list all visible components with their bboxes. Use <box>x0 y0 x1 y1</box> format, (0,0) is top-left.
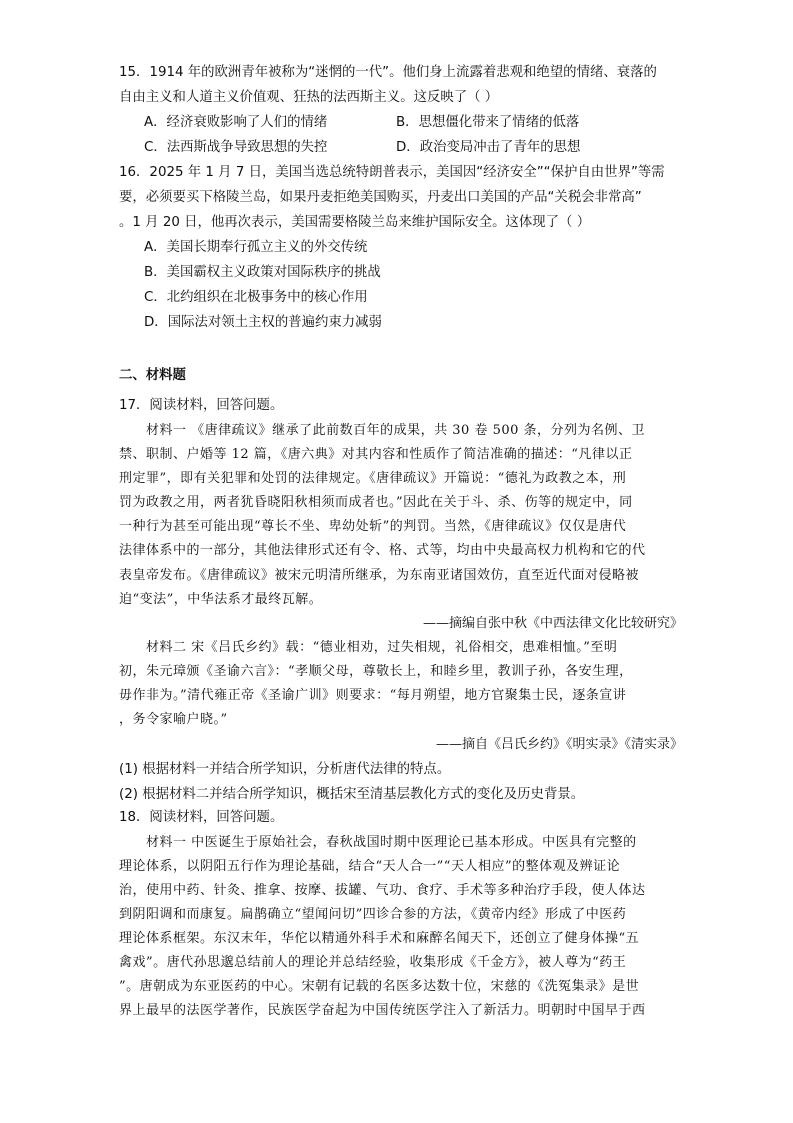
q17-material2-line: ，务令家喻户晓。” <box>119 712 228 727</box>
q17-material1-line: 刑定罪”，即有关犯罪和处罚的法律规定。《唐律疏议》开篇说：“德礼为政教之本，刑 <box>119 471 627 486</box>
q17-material1-line: 迫“变法”，中华法系才最终瓦解。 <box>119 592 323 607</box>
q16-option-a: A．美国长期奉行孤立主义的外交传统 <box>144 240 368 255</box>
q17-material2-line: 毋作非为。”清代雍正帝《圣谕广训》则要求：“每月朔望，地方官聚集士民，逐条宣讲 <box>119 688 627 703</box>
q18-material1-line: 治，使用中药、针灸、推拿、按摩、拔罐、气功、食疗、手术等多种治疗手段，使人体达 <box>119 883 646 898</box>
q18-material1-line: 界上最早的法医学著作，民族医学奋起为中国传统医学注入了新活力。明朝时中国早于西 <box>119 1003 646 1018</box>
q17-subquestion-1: (1) 根据材料一并结合所学知识，分析唐代法律的特点。 <box>119 762 451 777</box>
q16-line-3: 。1 月 20 日，他再次表示，美国需要格陵兰岛来维护国际安全。这体现了（ ） <box>119 215 591 230</box>
q16-option-c: C．北约组织在北极事务中的核心作用 <box>144 290 368 305</box>
q17-material1-line: 材料一 《唐律疏议》继承了此前数百年的成果，共 30 卷 500 条，分列为名例、卫 <box>146 423 646 438</box>
q16-option-b: B．美国霸权主义政策对国际秩序的挑战 <box>144 265 381 280</box>
q17-material2-line: 初，朱元璋颁《圣谕六言》：“孝顺父母，尊敬长上，和睦乡里，教训子孙，各安生理， <box>119 664 633 679</box>
q18-stem: 18．阅读材料，回答问题。 <box>119 810 284 825</box>
q15-option-a: A．经济衰败影响了人们的情绪 <box>144 115 328 130</box>
q18-material1-line: 禽戏”。唐代孙思邈总结前人的理论并总结经验，收集形成《千金方》，被人尊为“药王 <box>119 955 627 970</box>
q17-material1-line: 表皇帝发布。《唐律疏议》被宋元明清所继承，为东南亚诸国效仿，直至近代面对侵略被 <box>119 568 640 583</box>
q17-material1-line: 罚为政教之用，两者犹昏晓阳秋相须而成者也。”因此在关于斗、杀、伤等的规定中，同 <box>119 495 633 510</box>
q18-material1-line: 到阴阳调和而康复。扁鹊确立“望闻问切”四诊合参的方法，《黄帝内经》形成了中医药 <box>119 907 627 922</box>
q18-material1-line: 理论体系框架。东汉末年，华佗以精通外科手术和麻醉名闻天下，还创立了健身体操“五 <box>119 931 640 946</box>
q17-stem: 17．阅读材料，回答问题。 <box>119 398 284 413</box>
q17-material1-line: 禁、职制、户婚等 12 篇，《唐六典》对其内容和性质作了简洁准确的描述：“凡律以正 <box>119 447 633 462</box>
q18-material1-line: 理论体系，以阴阳五行作为理论基础，结合“天人合一”“天人相应”的整体观及辨证论 <box>119 859 621 874</box>
q17-subquestion-2: (2) 根据材料二并结合所学知识，概括宋至清基层教化方式的变化及历史背景。 <box>119 787 585 802</box>
q16-line-1: 16．2025 年 1 月 7 日，美国当选总统特朗普表示，美国因“经济安全”“保护自由世界”等需 <box>119 165 665 180</box>
q15-line-1: 15．1914 年的欧洲青年被称为“迷惘的一代”。他们身上流露着悲观和绝望的情绪、衰落的 <box>119 65 657 80</box>
q17-source-1: ——摘编自张中秋《中西法律文化比较研究》 <box>422 616 683 631</box>
q15-option-c: C．法西斯战争导致思想的失控 <box>144 140 328 155</box>
q15-line-2: 自由主义和人道主义价值观、狂热的法西斯主义。这反映了（ ） <box>119 90 499 105</box>
q17-source-2: ——摘自《吕氏乡约》《明实录》《清实录》 <box>435 737 683 752</box>
q16-option-d: D．国际法对领土主权的普遍约束力减弱 <box>144 315 382 330</box>
q18-material1-line: ”。唐朝成为东亚医药的中心。宋朝有记载的名医多达数十位，宋慈的《洗冤集录》是世 <box>119 979 640 994</box>
q15-option-b: B．思想僵化带来了情绪的低落 <box>396 115 580 130</box>
q17-material2-line: 材料二 宋《吕氏乡约》载：“德业相劝，过失相规，礼俗相交，患难相恤。”至明 <box>146 640 618 655</box>
q18-material1-line: 材料一 中医诞生于原始社会，春秋战国时期中医理论已基本形成。中医具有完整的 <box>146 835 637 850</box>
q17-material1-line: 一种行为甚至可能出现“尊长不坐、卑幼处斩”的判罚。当然，《唐律疏议》仅仅是唐代 <box>119 519 627 534</box>
q17-material1-line: 法律体系中的一部分，其他法律形式还有令、格、式等，均由中央最高权力机构和它的代 <box>119 543 646 558</box>
q15-option-d: D．政治变局冲击了青年的思想 <box>396 140 581 155</box>
section-heading: 二、材料题 <box>119 368 186 383</box>
q16-line-2: 要，必须要买下格陵兰岛，如果丹麦拒绝美国购买，丹麦出口美国的产品“关税会非常高” <box>119 190 642 205</box>
